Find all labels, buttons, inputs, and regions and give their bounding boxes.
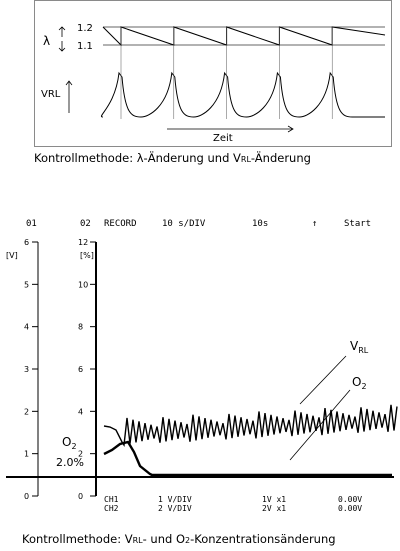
vrl-series-label: $V_{RL}$ [350,339,369,355]
caption-top-suffix: -Änderung [250,151,311,165]
vrl-series-subscript: RL [358,346,369,355]
o2-trace [104,442,392,475]
footer-row2-cell: CH2 [104,504,119,513]
left-tick-label: 0 [24,492,30,501]
o2-start-subscript: 2 [71,442,77,451]
caption-top-mid: -Änderung und V [143,151,241,165]
vrl-arrow [66,81,72,113]
lambda-down-arrow [59,41,65,51]
lambda-vrl-plot [35,1,393,148]
footer-row1-cell: 1 V/DIV [158,495,192,504]
right-tick-label: 8 [78,322,84,332]
caption-top [34,151,311,165]
left-axis-unit: [V] [6,251,18,260]
lambda-up-arrow [59,27,65,37]
footer-row2-cell: 2 V/DIV [158,504,192,513]
lambda-vrl-chart [34,0,392,147]
left-tick-label: 2 [24,407,30,417]
right-tick-label: 4 [78,407,84,417]
header-window: 10s [252,219,269,229]
caption-bottom-rl-subscript: RL [132,536,143,545]
o2-series-label: $O_2$ [352,375,367,391]
header-trigger: ↑ [312,219,318,229]
caption-bottom [22,532,336,546]
left-tick-label: 5 [24,280,30,290]
footer-row1-cell: 1V x1 [262,495,287,504]
right-tick-label: 2 [78,449,84,459]
lambda-sawtooth-series [103,27,385,45]
time-arrow [167,126,293,132]
caption-bottom-mid: - und O [142,532,185,546]
header-ch2: 02 [80,219,91,229]
footer-row2-cell: 2V x1 [262,504,287,513]
caption-top-lambda: λ [136,151,144,165]
right-tick-label: 10 [78,280,89,290]
caption-bottom-prefix: Kontrollmethode: V [22,532,133,546]
left-tick-label: 3 [24,365,30,374]
vrl-leader-line [300,356,346,404]
header-ch1: 01 [26,219,37,229]
header-rate: 10 s/DIV [162,219,206,229]
right-tick-label: 12 [78,238,89,247]
vrl-trace [104,405,397,445]
left-tick-label: 4 [24,322,30,332]
lambda-level-high: 1.2 [77,23,93,34]
left-tick-label: 1 [24,449,30,459]
right-axis-unit: [%] [80,251,94,260]
lambda-level-low: 1.1 [77,41,93,52]
footer-row2-cell: 0.00V [338,504,363,513]
footer-row1-cell: 0.00V [338,495,363,504]
header-start: Start [344,219,372,229]
lambda-axis-symbol: λ [43,34,51,48]
header-record: RECORD [104,219,137,229]
right-tick-label: 6 [78,365,84,374]
o2-start-label: $O_2$ [62,435,77,451]
oscilloscope-recording [0,214,400,514]
caption-top-rl-subscript: RL [240,155,251,164]
left-tick-label: 6 [24,238,30,247]
caption-bottom-o2-subscript: 2 [185,536,191,545]
vrl-axis-label: VRL [41,89,61,100]
time-axis-label: Zeit [213,133,233,144]
o2-start-value: 2.0% [56,456,84,469]
vrl-spike-series [101,73,385,117]
right-tick-label: 0 [78,492,84,501]
scope-plot [0,214,400,514]
caption-top-prefix: Kontrollmethode: [34,151,137,165]
o2-series-subscript: 2 [361,382,367,391]
caption-bottom-suffix: -Konzentrationsänderung [190,532,336,546]
footer-row1-cell: CH1 [104,495,119,504]
